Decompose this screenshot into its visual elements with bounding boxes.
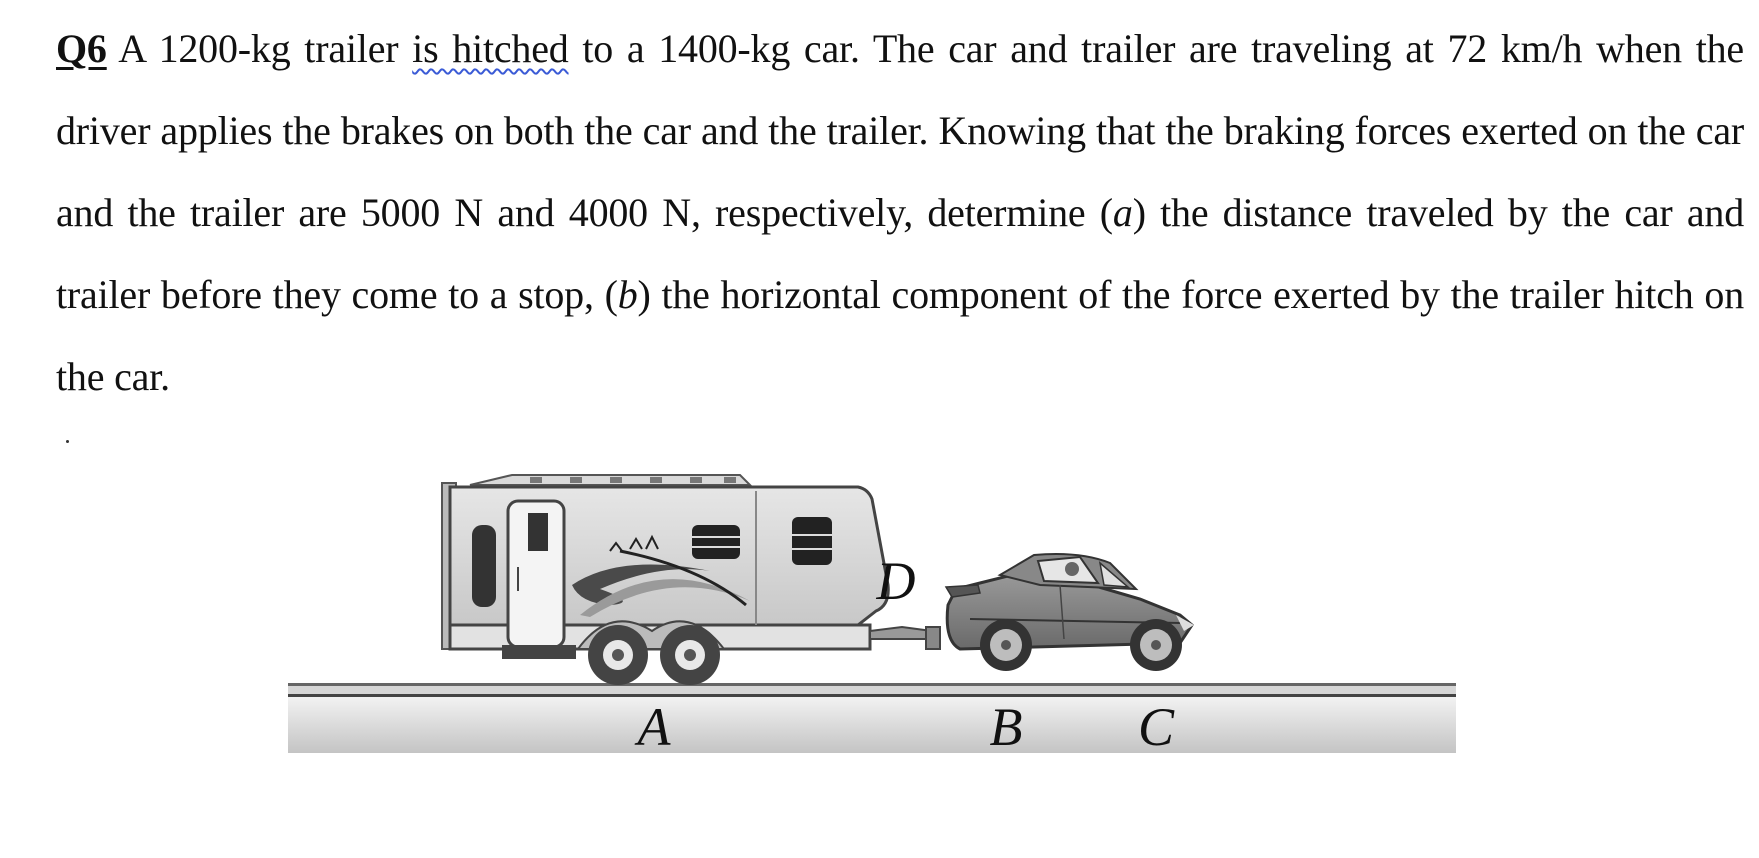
trailer-wheel-rear — [660, 625, 720, 685]
part-b-marker: b — [617, 272, 638, 317]
trailer-wheel-front — [588, 625, 648, 685]
label-b: B — [989, 697, 1023, 757]
question-text — [56, 8, 1744, 418]
part-a-marker: a — [1112, 190, 1133, 235]
label-a: A — [637, 697, 671, 757]
car-wheel-front — [1130, 619, 1182, 671]
question-segment-3: ) the distance traveled by the car and trailer before they come to a stop, ( — [56, 190, 1744, 317]
question-segment-2: to a 1400-kg car. The car and trailer are traveling at 72 km/h when the driver applies the brakes on both the car and the trailer. Knowing that the braking forces exerted on the car and the trailer are 5000 N and 4000 N, respectively, determine ( — [56, 26, 1744, 235]
car-trailer-figure — [280, 455, 1460, 765]
stray-dot — [66, 440, 69, 443]
question-segment-4: ) the horizontal component of the force exerted by the trailer hitch on the car. — [56, 272, 1744, 399]
road — [288, 683, 1456, 753]
car-wheel-rear — [980, 619, 1032, 671]
label-d: D — [876, 551, 916, 611]
label-c: C — [1137, 697, 1175, 757]
grammar-marked-phrase[interactable]: is hitched — [412, 26, 569, 71]
question-number: Q6 — [56, 26, 107, 71]
question-segment-1: A 1200-kg trailer — [106, 26, 413, 71]
